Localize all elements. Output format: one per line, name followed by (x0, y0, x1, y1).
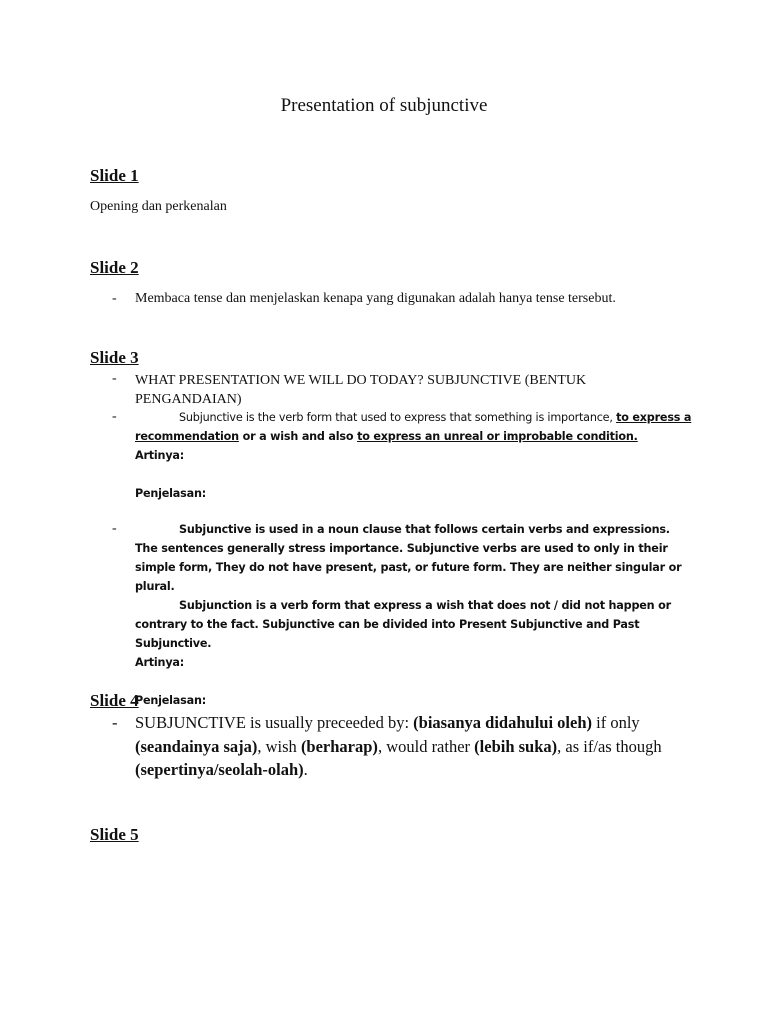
slide-4-bullet (135, 711, 695, 782)
wish-phrase: or a wish and also (238, 430, 358, 443)
artinya-label-2: Artinya: (135, 656, 185, 669)
slide-4-heading: Slide 4 (90, 691, 139, 710)
biasanya-phrase: (biasanya didahului oleh) (413, 713, 592, 732)
page-title: Presentation of subjunctive (280, 95, 488, 116)
subjunctive-definition: Subjunctive is the verb form that used to express that something is importance, (179, 411, 617, 424)
unreal-condition-phrase: to express an unreal or improbable condition. (357, 430, 638, 443)
as-if-text: , as if/as though (557, 736, 662, 756)
would-rather-text: , would rather (377, 736, 475, 756)
preceeded-text: SUBJUNCTIVE is usually preceeded by: (135, 713, 414, 732)
subjunctive-usage-paragraph (135, 520, 695, 596)
slide-2-bullet: Membaca tense dan menjelaskan kenapa yang digunakan adalah hanya tense tersebut. (135, 291, 616, 306)
bullet-dash: - (112, 409, 117, 424)
bullet-dash: - (112, 713, 118, 732)
slide-3-bullet-2 (135, 408, 695, 446)
period: . (303, 760, 308, 779)
seandainya-phrase: (seandainya saja) (135, 736, 258, 756)
artinya-label: Artinya: (135, 449, 185, 462)
recommendation-phrase: to express a recommendation (135, 411, 692, 443)
wish-text: , wish (257, 736, 301, 756)
penjelasan-label: Penjelasan: (135, 487, 207, 500)
bullet-dash: - (112, 371, 117, 386)
lebih-suka-phrase: (lebih suka) (474, 736, 558, 756)
sepertinya-phrase: (sepertinya/seolah-olah) (135, 760, 304, 779)
slide-3-heading: Slide 3 (90, 348, 139, 367)
bullet-dash: - (112, 521, 117, 536)
if-only-text: if only (592, 713, 640, 732)
penjelasan-label-2: Penjelasan: (135, 694, 207, 707)
spacer (135, 672, 695, 691)
slide-1-text: Opening dan perkenalan (90, 199, 227, 214)
slide-5-heading: Slide 5 (90, 825, 139, 844)
slide-3-bullet-1: WHAT PRESENTATION WE WILL DO TODAY? SUBJUNCTIVE (BENTUK PENGANDAIAN) (135, 373, 587, 407)
slide-3-bullet-3 (135, 520, 695, 710)
slide-2-heading: Slide 2 (90, 258, 139, 277)
subjunctive-usage-text: Subjunctive is used in a noun clause that follows certain verbs and expressions. The sentences generally stress importance. Subjunctive verbs are used to only in their simple form, They do not have present, past, or future form. They are neither singular or plural. (135, 523, 682, 593)
subjunction-definition-paragraph (135, 596, 695, 653)
subjunction-definition-text: Subjunction is a verb form that express a wish that does not / did not happen or contrary to the fact. Subjunctive can be divided into Present Subjunctive and Past Subjunctive. (135, 599, 671, 650)
berharap-phrase: (berharap) (300, 736, 378, 756)
slide-1-heading: Slide 1 (90, 166, 139, 185)
bullet-dash: - (112, 291, 117, 306)
